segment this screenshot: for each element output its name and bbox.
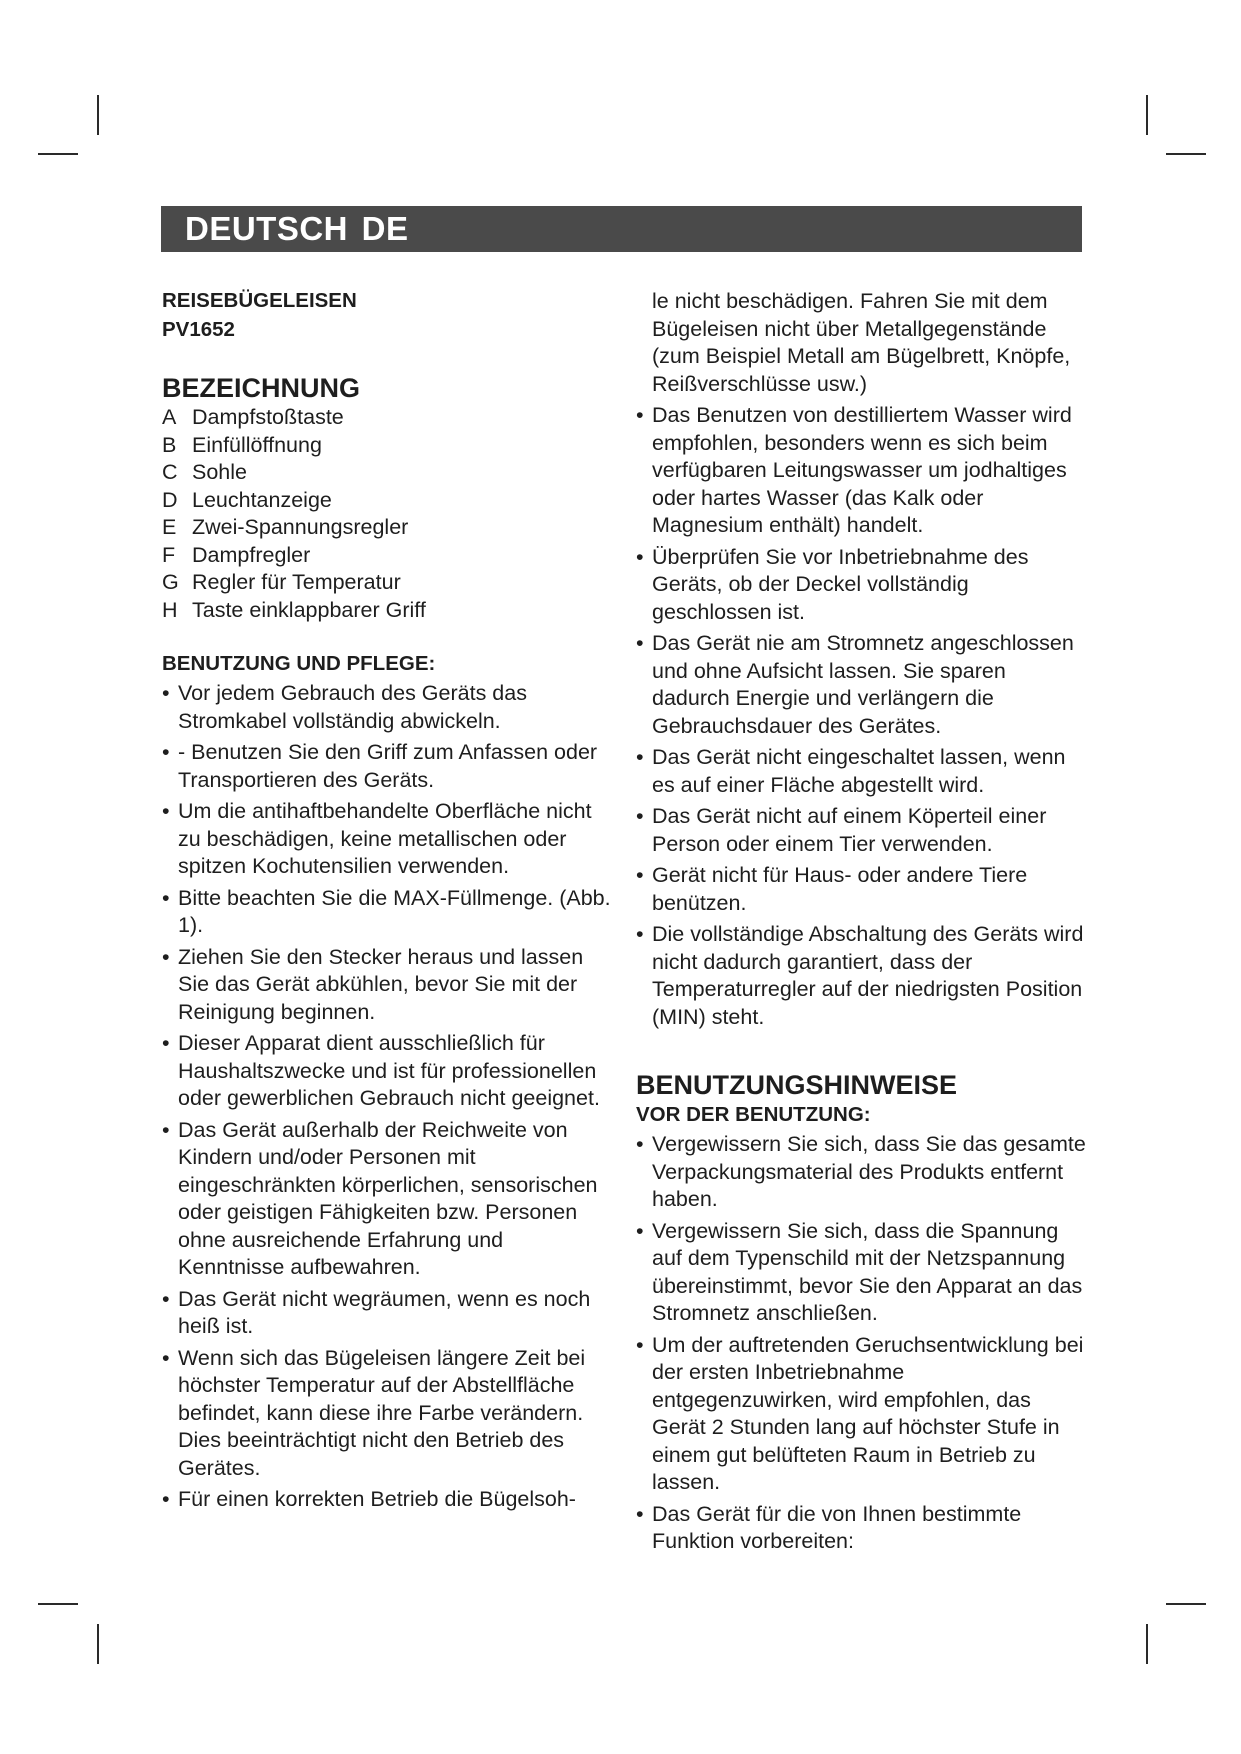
continued-text: le nicht beschädigen. Fahren Sie mit dem Bügeleisen nicht über Metallgegenstände (zum Beispiel Metall am Bügelbrett, Knöpfe, Reißverschlüsse usw.) xyxy=(652,289,1071,396)
list-item: • - Benutzen Sie den Griff zum Anfassen oder Transportieren des Geräts. xyxy=(162,739,612,794)
list-item: • Das Gerät nicht wegräumen, wenn es noch heiß ist. xyxy=(162,1286,612,1341)
part-item: A Dampfstoßtaste xyxy=(162,405,344,429)
part-item: C Sohle xyxy=(162,460,247,484)
list-item: • Dieser Apparat dient ausschließlich für Haushaltszwecke und ist für professionellen oder gewerblichen Gebrauch nicht geeignet. xyxy=(162,1030,612,1113)
part-item: E Zwei-Spannungsregler xyxy=(162,515,409,539)
product-type: REISEBÜGELEISEN xyxy=(162,289,357,312)
list-item: • Das Gerät nicht eingeschaltet lassen, wenn es auf einer Fläche abgestellt wird. xyxy=(636,744,1086,799)
list-item: • Bitte beachten Sie die MAX-Füllmenge. (Abb. 1). xyxy=(162,885,612,940)
list-item: • Das Gerät für die von Ihnen bestimmte Funktion vorbereiten: xyxy=(636,1501,1086,1556)
list-item: • Das Gerät außerhalb der Reichweite von Kindern und/oder Personen mit eingeschränkten körperlichen, sensorischen oder geistigen Fähigkeiten bzw. Personen ohne ausreichende Erfahrung und Kenntnisse aufbewahren. xyxy=(162,1117,612,1282)
list-item: • Für einen korrekten Betrieb die Bügelsoh- xyxy=(162,1486,612,1514)
part-item: F Dampfregler xyxy=(162,542,311,567)
list-item: • Gerät nicht für Haus- oder andere Tiere benützen. xyxy=(636,862,1086,917)
usage-care-heading: BENUTZUNG UND PFLEGE: xyxy=(162,652,436,675)
language-header xyxy=(161,206,1082,252)
list-item: • Das Benutzen von destilliertem Wasser wird empfohlen, besonders wenn es sich beim verfügbaren Leitungswasser um jodhaltiges oder hartes Wasser (das Kalk oder Magnesium enthält) handelt. xyxy=(636,402,1086,540)
part-item: D Leuchtanzeige xyxy=(162,487,332,512)
crop-mark-bottom-right xyxy=(1146,1624,1148,1664)
list-item: • Die vollständige Abschaltung des Geräts wird nicht dadurch garantiert, dass der Temperaturregler auf der niedrigsten Position (MIN) steht. xyxy=(636,921,1086,1031)
product-model: PV1652 xyxy=(162,318,235,341)
part-item: B Einfüllöffnung xyxy=(162,432,322,457)
list-item: • Vergewissern Sie sich, dass Sie das gesamte Verpackungsmaterial des Produkts entfernt haben. xyxy=(636,1131,1086,1214)
list-item: • Vergewissern Sie sich, dass die Spannung auf dem Typenschild mit der Netzspannung übereinstimmt, bevor Sie den Apparat an das Stromnetz anschließen. xyxy=(636,1218,1086,1328)
designation-heading: BEZEICHNUNG xyxy=(162,373,361,403)
list-item: • Vor jedem Gebrauch des Geräts das Stromkabel vollständig abwickeln. xyxy=(162,680,612,735)
list-item: • Wenn sich das Bügeleisen längere Zeit bei höchster Temperatur auf der Abstellfläche befindet, kann diese ihre Farbe verändern. Dies beeinträchtigt nicht den Betrieb des Gerätes. xyxy=(162,1345,612,1483)
instructions-subheading: VOR DER BENUTZUNG: xyxy=(636,1103,871,1126)
usage-care-list xyxy=(162,680,612,1514)
crop-mark-bottom-left xyxy=(38,1603,78,1605)
usage-care-list-continued xyxy=(636,402,1086,1031)
list-item: • Das Gerät nie am Stromnetz angeschlossen und ohne Aufsicht lassen. Sie sparen dadurch Energie und verlängern die Gebrauchsdauer des Gerätes. xyxy=(636,630,1086,740)
crop-mark-bottom-left xyxy=(97,1624,99,1664)
crop-mark-top-right xyxy=(1166,153,1206,155)
list-item: • Das Gerät nicht auf einem Köperteil einer Person oder einem Tier verwenden. xyxy=(636,803,1086,858)
instructions-heading: BENUTZUNGSHINWEISE xyxy=(636,1070,958,1100)
crop-mark-top-left xyxy=(38,153,78,155)
language-title: DEUTSCH DE xyxy=(185,210,409,247)
left-column xyxy=(162,286,612,1518)
list-item: • Überprüfen Sie vor Inbetriebnahme des Geräts, ob der Deckel vollständig geschlossen ist. xyxy=(636,544,1086,627)
parts-list xyxy=(162,404,612,624)
part-item: H Taste einklappbarer Griff xyxy=(162,597,426,622)
crop-mark-top-right xyxy=(1146,95,1148,135)
part-item: G Regler für Temperatur xyxy=(162,570,401,594)
list-item: • Ziehen Sie den Stecker heraus und lassen Sie das Gerät abkühlen, bevor Sie mit der Reinigung beginnen. xyxy=(162,944,612,1027)
right-column xyxy=(636,288,1086,1560)
list-item: • Um der auftretenden Geruchsentwicklung bei der ersten Inbetriebnahme entgegenzuwirken, wird empfohlen, das Gerät 2 Stunden lang auf höchster Stufe in einem gut belüfteten Raum in Betrieb zu lassen. xyxy=(636,1332,1086,1497)
crop-mark-bottom-right xyxy=(1166,1603,1206,1605)
instructions-list xyxy=(636,1131,1086,1556)
crop-mark-top-left xyxy=(97,95,99,135)
list-item: • Um die antihaftbehandelte Oberfläche nicht zu beschädigen, keine metallischen oder spitzen Kochutensilien verwenden. xyxy=(162,798,612,881)
